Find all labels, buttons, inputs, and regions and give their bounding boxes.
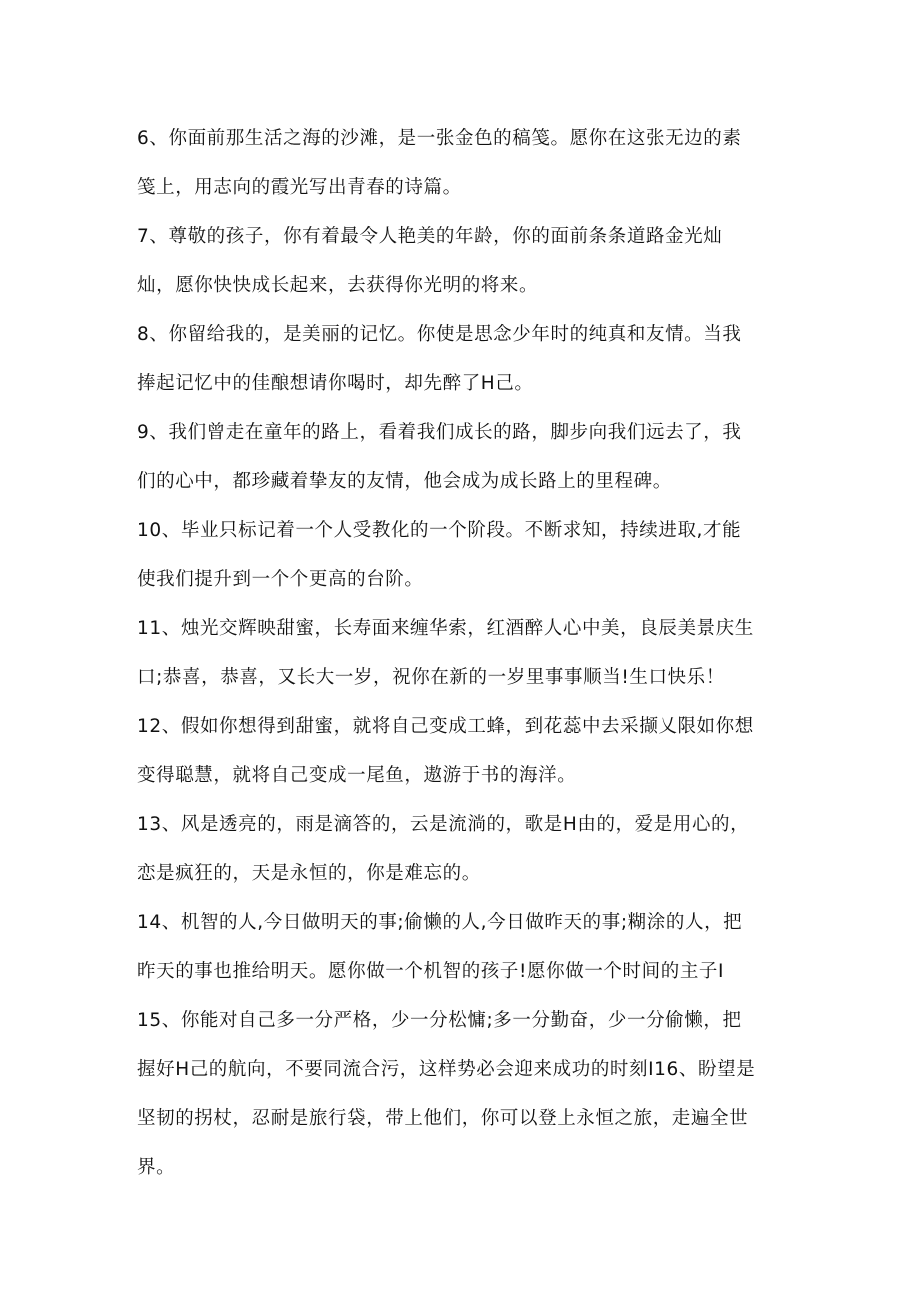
paragraph-11 — [137, 604, 787, 702]
text-line: 11、烛光交辉映甜蜜，长寿面来缠华索，红酒醉人心中美，良辰美景庆生 — [137, 618, 754, 639]
text-line: 口;恭喜，恭喜，又长大一岁，祝你在新的一岁里事事顺当!生口快乐！ — [137, 667, 725, 688]
text-line: 昨天的事也推给明天。愿你做一个机智的孩子!愿你做一个时间的主子I — [137, 961, 725, 982]
paragraph-12 — [137, 702, 787, 800]
text-line: 恋是疯狂的，天是永恒的，你是难忘的。 — [137, 863, 481, 884]
text-line: 笺上，用志向的霞光写出青春的诗篇。 — [137, 177, 462, 198]
text-line: 7、尊敬的孩子，你有着最令人艳美的年龄，你的面前条条道路金光灿 — [137, 226, 723, 247]
text-line: 变得聪慧，就将自己变成一尾鱼，遨游于书的海洋。 — [137, 765, 577, 786]
text-line: 界。 — [137, 1157, 176, 1178]
text-line: 14、机智的人,今日做明天的事;偷懒的人,今日做昨天的事;糊涂的人，把 — [137, 912, 743, 933]
text-line: 6、你面前那生活之海的沙滩，是一张金色的稿笺。愿你在这张无边的素 — [137, 128, 742, 149]
paragraph-7 — [137, 212, 787, 310]
text-line: 坚韧的拐杖，忍耐是旅行袋，带上他们，你可以登上永恒之旅，走遍全世 — [137, 1108, 749, 1129]
document-body — [137, 114, 787, 1192]
paragraph-15 — [137, 996, 787, 1192]
text-line: 12、假如你想得到甜蜜，就将自己变成工蜂，到花蕊中去采撷乂限如你想 — [137, 716, 754, 737]
text-line: 握好H己的航向，不要同流合污，这样势必会迎来成功的时刻I16、盼望是 — [137, 1059, 756, 1080]
paragraph-14 — [137, 898, 787, 996]
text-line: 捧起记忆中的佳酿想请你喝时，却先醉了H己。 — [137, 373, 534, 394]
paragraph-6 — [137, 114, 787, 212]
text-line: 10、毕业只标记着一个人受教化的一个阶段。不断求知，持续进取,才能 — [137, 520, 742, 541]
paragraph-10 — [137, 506, 787, 604]
text-line: 9、我们曾走在童年的路上，看着我们成长的路，脚步向我们远去了，我 — [137, 422, 742, 443]
paragraph-9 — [137, 408, 787, 506]
text-line: 13、风是透亮的，雨是滴答的，云是流淌的，歌是H由的，爱是用心的， — [137, 814, 750, 835]
text-line: 使我们提升到一个个更高的台阶。 — [137, 569, 424, 590]
paragraph-13 — [137, 800, 787, 898]
text-line: 8、你留给我的，是美丽的记忆。你使是思念少年时的纯真和友情。当我 — [137, 324, 742, 345]
text-line: 灿，愿你快快成长起来，去获得你光明的将来。 — [137, 275, 539, 296]
text-line: 15、你能对自己多一分严格，少一分松慵;多一分勤奋，少一分偷懒，把 — [137, 1010, 742, 1031]
paragraph-8 — [137, 310, 787, 408]
text-line: 们的心中，都珍藏着挚友的友情，他会成为成长路上的里程碑。 — [137, 471, 672, 492]
